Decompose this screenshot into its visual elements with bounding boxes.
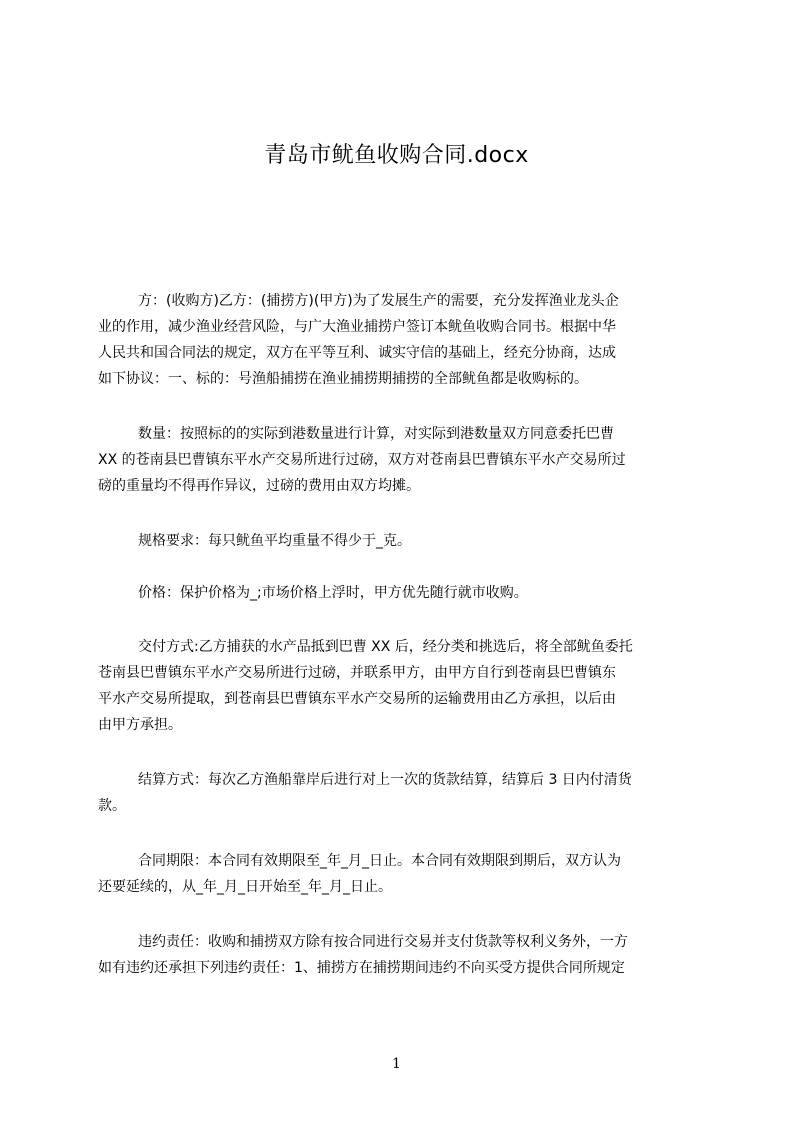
paragraph-line: 人民共和国合同法的规定，双方在平等互利、诚实守信的基础上，经充分协商，达成 [98, 345, 616, 361]
paragraph-line: 磅的重量均不得再作异议，过磅的费用由双方均摊。 [98, 478, 420, 494]
paragraph-line: 业的作用，减少渔业经营风险，与广大渔业捕捞户签订本鱿鱼收购合同书。根据中华 [98, 319, 616, 335]
paragraph-line: 规格要求：每只鱿鱼平均重量不得少于_克。 [138, 533, 411, 549]
paragraph-line: 违约责任：收购和捕捞双方除有按合同进行交易并支付货款等权利义务外，一方 [138, 934, 628, 950]
paragraph-line: 如有违约还承担下列违约责任：1、捕捞方在捕捞期间违约不向买受方提供合同所规定 [98, 960, 625, 976]
paragraph-line: 由甲方承担。 [98, 717, 182, 733]
paragraph-term [98, 848, 698, 900]
paragraph-liability [98, 929, 698, 981]
paragraph-specification [98, 528, 698, 554]
paragraph-settlement [98, 767, 698, 819]
paragraph-line: 如下协议：一、标的：号渔船捕捞在渔业捕捞期捕捞的全部鱿鱼都是收购标的。 [98, 371, 588, 387]
paragraph-line: 方：(收购方)乙方：(捕捞方)(甲方)为了发展生产的需要，充分发挥渔业龙头企 [138, 293, 619, 309]
paragraph-price [98, 580, 698, 606]
paragraph-line: 平水产交易所提取，到苍南县巴曹镇东平水产交易所的运输费用由乙方承担，以后由 [98, 691, 616, 707]
paragraph-quantity [98, 421, 698, 499]
paragraph-line: 合同期限：本合同有效期限至_年_月_日止。本合同有效期限到期后，双方认为 [138, 853, 621, 869]
paragraph-line: XX 的苍南县巴曹镇东平水产交易所进行过磅，双方对苍南县巴曹镇东平水产交易所过 [98, 452, 626, 468]
paragraph-line: 款。 [98, 798, 126, 814]
paragraph-line: 价格：保护价格为_;市场价格上浮时，甲方优先随行就市收购。 [138, 585, 528, 601]
page-number: 1 [392, 1056, 401, 1072]
paragraph-line: 交付方式:乙方捕获的水产品抵到巴曹 XX 后，经分类和挑选后，将全部鱿鱼委托 [138, 639, 633, 655]
paragraph-line: 结算方式：每次乙方渔船靠岸后进行对上一次的货款结算，结算后 3 日内付清货 [138, 772, 632, 788]
paragraph-line: 还要延续的，从_年_月_日开始至_年_月_日止。 [98, 879, 392, 895]
document-title: 青岛市鱿鱼收购合同.docx [264, 143, 529, 168]
paragraph-line: 数量：按照标的的实际到港数量进行计算，对实际到港数量双方同意委托巴曹 [138, 426, 614, 442]
paragraph-line: 苍南县巴曹镇东平水产交易所进行过磅，并联系甲方，由甲方自行到苍南县巴曹镇东 [98, 665, 616, 681]
paragraph-delivery [98, 634, 698, 738]
paragraph-preamble [98, 288, 698, 392]
